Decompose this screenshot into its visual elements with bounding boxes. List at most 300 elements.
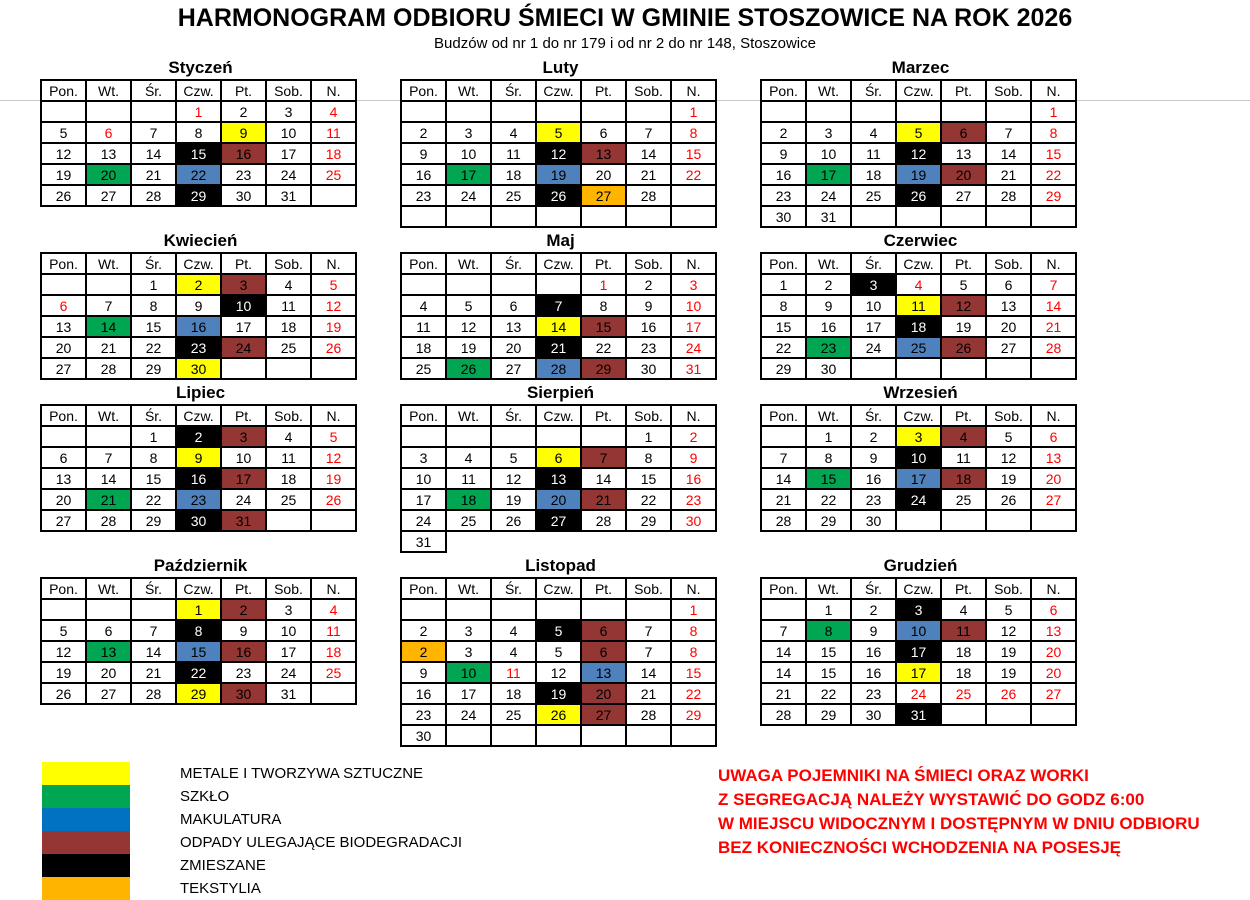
day-cell: 30 — [851, 510, 896, 531]
week-row — [41, 510, 356, 531]
day-cell: 28 — [626, 185, 671, 206]
day-cell: 7 — [86, 447, 131, 468]
day-cell: 26 — [986, 683, 1031, 704]
month-title: Październik — [153, 556, 248, 575]
day-cell — [941, 510, 986, 531]
day-cell — [311, 683, 356, 704]
day-cell: 28 — [581, 510, 626, 531]
weekday-header-cell: Sob. — [986, 405, 1031, 426]
day-cell: 16 — [221, 143, 266, 164]
legend-item-maroon — [42, 831, 462, 854]
day-cell: 22 — [581, 337, 626, 358]
day-cell: 25 — [491, 704, 536, 725]
day-cell: 10 — [266, 620, 311, 641]
weekday-header-cell: Pt. — [581, 578, 626, 599]
day-cell: 6 — [1031, 599, 1076, 620]
day-cell — [1031, 206, 1076, 227]
week-row — [401, 358, 716, 379]
day-cell — [401, 101, 446, 122]
weekday-header-cell: Pon. — [761, 253, 806, 274]
weekday-header-cell: Sob. — [986, 80, 1031, 101]
day-cell: 29 — [806, 704, 851, 725]
day-cell: 18 — [491, 683, 536, 704]
day-cell — [491, 274, 536, 295]
day-cell — [626, 206, 671, 227]
day-cell: 18 — [446, 489, 491, 510]
weekday-header-cell: Sob. — [266, 405, 311, 426]
day-cell: 4 — [311, 101, 356, 122]
day-cell: 18 — [311, 143, 356, 164]
week-row — [401, 447, 716, 468]
day-cell: 3 — [671, 274, 716, 295]
weekday-header-row — [761, 253, 1076, 274]
day-cell: 15 — [1031, 143, 1076, 164]
weekday-header-cell: Sob. — [266, 253, 311, 274]
day-cell: 17 — [896, 468, 941, 489]
week-row — [761, 662, 1076, 683]
day-cell: 9 — [176, 295, 221, 316]
day-cell: 4 — [446, 447, 491, 468]
day-cell: 9 — [221, 122, 266, 143]
week-row — [41, 337, 356, 358]
day-cell: 20 — [536, 489, 581, 510]
day-cell: 29 — [131, 358, 176, 379]
day-cell: 20 — [41, 489, 86, 510]
day-cell: 19 — [986, 641, 1031, 662]
day-cell — [761, 599, 806, 620]
day-cell: 6 — [1031, 426, 1076, 447]
month-title: Kwiecień — [163, 231, 238, 250]
day-cell: 31 — [401, 531, 446, 552]
day-cell — [491, 599, 536, 620]
day-cell: 15 — [176, 641, 221, 662]
day-cell — [401, 426, 446, 447]
day-cell: 8 — [131, 295, 176, 316]
day-cell: 11 — [446, 468, 491, 489]
day-cell — [761, 101, 806, 122]
weekday-header-cell: Pt. — [941, 253, 986, 274]
day-cell: 14 — [626, 662, 671, 683]
week-row — [401, 426, 716, 447]
day-cell: 20 — [1031, 468, 1076, 489]
day-cell: 19 — [446, 337, 491, 358]
day-cell: 9 — [401, 143, 446, 164]
day-cell: 22 — [671, 164, 716, 185]
day-cell: 29 — [1031, 185, 1076, 206]
month-block-1 — [40, 58, 361, 207]
week-row — [41, 274, 356, 295]
week-row — [401, 468, 716, 489]
day-cell: 28 — [761, 704, 806, 725]
day-cell — [536, 206, 581, 227]
day-cell: 5 — [536, 122, 581, 143]
week-row — [761, 426, 1076, 447]
week-row — [41, 295, 356, 316]
day-cell — [986, 101, 1031, 122]
day-cell: 5 — [446, 295, 491, 316]
week-row — [41, 185, 356, 206]
day-cell: 12 — [986, 620, 1031, 641]
weekday-header-row — [401, 578, 716, 599]
month-table — [40, 404, 357, 532]
day-cell: 12 — [536, 662, 581, 683]
day-cell: 28 — [536, 358, 581, 379]
day-cell: 13 — [581, 662, 626, 683]
day-cell: 1 — [581, 274, 626, 295]
day-cell: 27 — [536, 510, 581, 531]
day-cell: 14 — [86, 468, 131, 489]
day-cell: 1 — [671, 599, 716, 620]
day-cell: 9 — [221, 620, 266, 641]
day-cell — [446, 101, 491, 122]
month-block-11 — [400, 556, 721, 747]
week-row — [41, 316, 356, 337]
day-cell: 21 — [86, 337, 131, 358]
week-row — [401, 531, 716, 552]
day-cell: 16 — [401, 164, 446, 185]
day-cell: 7 — [131, 122, 176, 143]
day-cell: 17 — [221, 316, 266, 337]
weekday-header-cell: Wt. — [86, 578, 131, 599]
day-cell: 12 — [41, 143, 86, 164]
week-row — [401, 599, 716, 620]
day-cell: 7 — [626, 641, 671, 662]
day-cell — [851, 358, 896, 379]
day-cell: 11 — [401, 316, 446, 337]
week-row — [41, 599, 356, 620]
month-table — [40, 79, 357, 207]
week-row — [401, 704, 716, 725]
month-title: Listopad — [525, 556, 596, 575]
weekday-header-cell: N. — [311, 80, 356, 101]
day-cell: 16 — [626, 316, 671, 337]
day-cell: 14 — [761, 468, 806, 489]
week-row — [761, 468, 1076, 489]
day-cell: 1 — [761, 274, 806, 295]
day-cell: 5 — [536, 641, 581, 662]
legend-label: ODPADY ULEGAJĄCE BIODEGRADACJI — [180, 834, 463, 851]
day-cell: 16 — [176, 316, 221, 337]
legend-item-green — [42, 785, 462, 808]
day-cell: 8 — [581, 295, 626, 316]
day-cell: 26 — [536, 704, 581, 725]
weekday-header-cell: Sob. — [626, 578, 671, 599]
day-cell — [941, 101, 986, 122]
day-cell — [1031, 358, 1076, 379]
weekday-header-cell: Czw. — [176, 578, 221, 599]
day-cell: 29 — [176, 185, 221, 206]
day-cell: 17 — [851, 316, 896, 337]
day-cell: 18 — [941, 468, 986, 489]
weekday-header-cell: Sob. — [266, 578, 311, 599]
day-cell: 25 — [851, 185, 896, 206]
day-cell: 30 — [176, 358, 221, 379]
weekday-header-cell: Czw. — [896, 253, 941, 274]
day-cell — [536, 274, 581, 295]
day-cell: 29 — [176, 683, 221, 704]
day-cell: 19 — [986, 468, 1031, 489]
weekday-header-row — [41, 80, 356, 101]
weekday-header-cell: N. — [1031, 405, 1076, 426]
day-cell: 26 — [491, 510, 536, 531]
day-cell: 7 — [86, 295, 131, 316]
week-row — [761, 295, 1076, 316]
day-cell: 14 — [626, 143, 671, 164]
day-cell: 4 — [401, 295, 446, 316]
day-cell: 29 — [131, 510, 176, 531]
weekday-header-cell: Wt. — [446, 405, 491, 426]
week-row — [401, 662, 716, 683]
day-cell: 9 — [761, 143, 806, 164]
day-cell: 11 — [491, 662, 536, 683]
day-cell: 29 — [761, 358, 806, 379]
day-cell: 19 — [941, 316, 986, 337]
day-cell — [896, 101, 941, 122]
legend-label: METALE I TWORZYWA SZTUCZNE — [180, 765, 424, 782]
day-cell: 20 — [581, 683, 626, 704]
day-cell: 10 — [401, 468, 446, 489]
day-cell: 2 — [761, 122, 806, 143]
week-row — [41, 641, 356, 662]
day-cell — [806, 101, 851, 122]
weekday-header-cell: Śr. — [491, 405, 536, 426]
month-table — [760, 577, 1077, 726]
weekday-header-cell: N. — [671, 253, 716, 274]
weekday-header-row — [401, 80, 716, 101]
day-cell — [581, 426, 626, 447]
day-cell: 22 — [671, 683, 716, 704]
week-row — [401, 185, 716, 206]
day-cell: 23 — [221, 164, 266, 185]
day-cell: 4 — [266, 274, 311, 295]
day-cell: 9 — [626, 295, 671, 316]
day-cell: 6 — [491, 295, 536, 316]
day-cell: 16 — [851, 468, 896, 489]
month-block-12 — [760, 556, 1081, 726]
day-cell — [986, 206, 1031, 227]
day-cell: 14 — [131, 143, 176, 164]
day-cell: 14 — [131, 641, 176, 662]
day-cell: 6 — [86, 620, 131, 641]
week-row — [41, 468, 356, 489]
day-cell: 25 — [311, 164, 356, 185]
day-cell: 30 — [761, 206, 806, 227]
weekday-header-cell: Pt. — [941, 578, 986, 599]
day-cell: 17 — [671, 316, 716, 337]
day-cell: 7 — [131, 620, 176, 641]
week-row — [401, 143, 716, 164]
day-cell: 8 — [131, 447, 176, 468]
day-cell: 13 — [41, 468, 86, 489]
day-cell: 25 — [941, 489, 986, 510]
day-cell: 21 — [131, 662, 176, 683]
day-cell: 7 — [626, 620, 671, 641]
day-cell: 14 — [581, 468, 626, 489]
week-row — [761, 641, 1076, 662]
day-cell: 8 — [671, 122, 716, 143]
day-cell — [446, 206, 491, 227]
weekday-header-cell: Wt. — [446, 253, 491, 274]
weekday-header-cell: N. — [1031, 80, 1076, 101]
warning-line: UWAGA POJEMNIKI NA ŚMIECI ORAZ WORKI — [718, 766, 1089, 785]
day-cell: 23 — [221, 662, 266, 683]
day-cell: 3 — [851, 274, 896, 295]
weekday-header-cell: Śr. — [851, 80, 896, 101]
day-cell: 25 — [311, 662, 356, 683]
day-cell: 5 — [41, 620, 86, 641]
day-cell — [626, 599, 671, 620]
day-cell: 21 — [761, 683, 806, 704]
day-cell: 28 — [86, 510, 131, 531]
day-cell: 23 — [851, 683, 896, 704]
month-title: Marzec — [891, 58, 950, 77]
month-title: Styczeń — [168, 58, 233, 77]
day-cell: 13 — [581, 143, 626, 164]
day-cell: 9 — [806, 295, 851, 316]
day-cell: 21 — [536, 337, 581, 358]
day-cell — [896, 510, 941, 531]
day-cell: 2 — [851, 426, 896, 447]
day-cell: 24 — [806, 185, 851, 206]
day-cell: 16 — [176, 468, 221, 489]
day-cell: 3 — [221, 274, 266, 295]
week-row — [761, 122, 1076, 143]
month-block-7 — [40, 383, 361, 532]
day-cell — [581, 599, 626, 620]
day-cell: 26 — [446, 358, 491, 379]
weekday-header-cell: Czw. — [536, 578, 581, 599]
day-cell — [446, 599, 491, 620]
day-cell: 3 — [806, 122, 851, 143]
day-cell: 3 — [446, 122, 491, 143]
day-cell: 2 — [626, 274, 671, 295]
week-row — [761, 620, 1076, 641]
day-cell: 31 — [806, 206, 851, 227]
day-cell: 18 — [401, 337, 446, 358]
weekday-header-cell: Śr. — [131, 80, 176, 101]
day-cell: 8 — [626, 447, 671, 468]
day-cell: 7 — [986, 122, 1031, 143]
day-cell — [41, 101, 86, 122]
weekday-header-cell: Wt. — [86, 405, 131, 426]
day-cell: 1 — [1031, 101, 1076, 122]
weekday-header-row — [761, 80, 1076, 101]
months-grid — [40, 58, 1081, 747]
day-cell: 30 — [851, 704, 896, 725]
day-cell: 28 — [986, 185, 1031, 206]
day-cell: 3 — [401, 447, 446, 468]
day-cell: 21 — [1031, 316, 1076, 337]
month-block-4 — [40, 231, 361, 380]
day-cell: 2 — [401, 620, 446, 641]
day-cell: 23 — [176, 489, 221, 510]
day-cell: 24 — [896, 683, 941, 704]
day-cell: 23 — [626, 337, 671, 358]
day-cell: 16 — [851, 641, 896, 662]
day-cell: 8 — [761, 295, 806, 316]
day-cell: 2 — [176, 274, 221, 295]
day-cell — [986, 704, 1031, 725]
day-cell: 27 — [1031, 683, 1076, 704]
week-row — [41, 122, 356, 143]
day-cell: 15 — [806, 662, 851, 683]
weekday-header-cell: Sob. — [626, 253, 671, 274]
day-cell: 28 — [86, 358, 131, 379]
day-cell — [491, 725, 536, 746]
week-row — [761, 164, 1076, 185]
day-cell: 18 — [266, 316, 311, 337]
weekday-header-cell: Śr. — [851, 405, 896, 426]
week-row — [401, 337, 716, 358]
week-row — [761, 599, 1076, 620]
day-cell — [131, 599, 176, 620]
day-cell: 1 — [806, 426, 851, 447]
week-row — [761, 489, 1076, 510]
day-cell: 18 — [311, 641, 356, 662]
weekday-header-cell: Czw. — [176, 405, 221, 426]
day-cell: 2 — [176, 426, 221, 447]
day-cell: 18 — [266, 468, 311, 489]
day-cell: 7 — [1031, 274, 1076, 295]
day-cell: 22 — [806, 489, 851, 510]
day-cell: 19 — [536, 164, 581, 185]
day-cell: 23 — [671, 489, 716, 510]
day-cell: 2 — [221, 101, 266, 122]
week-row — [41, 489, 356, 510]
warning-line: Z SEGREGACJĄ NALEŻY WYSTAWIĆ DO GODZ 6:00 — [718, 790, 1145, 809]
day-cell — [221, 358, 266, 379]
weekday-header-cell: Sob. — [986, 253, 1031, 274]
day-cell: 20 — [986, 316, 1031, 337]
day-cell: 3 — [896, 426, 941, 447]
weekday-header-cell: Pt. — [221, 578, 266, 599]
day-cell — [626, 725, 671, 746]
weekday-header-cell: Wt. — [806, 578, 851, 599]
month-block-6 — [760, 231, 1081, 380]
day-cell: 17 — [896, 662, 941, 683]
weekday-header-cell: Śr. — [131, 578, 176, 599]
day-cell: 16 — [761, 164, 806, 185]
week-row — [41, 101, 356, 122]
day-cell: 15 — [671, 662, 716, 683]
day-cell — [491, 426, 536, 447]
day-cell — [581, 101, 626, 122]
day-cell: 14 — [761, 662, 806, 683]
day-cell: 31 — [896, 704, 941, 725]
day-cell: 30 — [176, 510, 221, 531]
weekday-header-cell: Czw. — [896, 405, 941, 426]
warning-line: BEZ KONIECZNOŚCI WCHODZENIA NA POSESJĘ — [718, 838, 1121, 857]
day-cell: 12 — [311, 295, 356, 316]
day-cell: 4 — [491, 620, 536, 641]
day-cell: 16 — [401, 683, 446, 704]
weekday-header-cell: Wt. — [446, 80, 491, 101]
day-cell — [581, 725, 626, 746]
day-cell: 3 — [266, 101, 311, 122]
day-cell: 10 — [806, 143, 851, 164]
day-cell: 16 — [221, 641, 266, 662]
day-cell: 20 — [581, 164, 626, 185]
month-title: Maj — [546, 231, 575, 250]
weekday-header-cell: N. — [311, 578, 356, 599]
day-cell: 19 — [41, 164, 86, 185]
day-cell: 3 — [446, 641, 491, 662]
week-row — [401, 164, 716, 185]
day-cell: 24 — [671, 337, 716, 358]
month-title: Grudzień — [883, 556, 958, 575]
weekday-header-cell: N. — [671, 405, 716, 426]
legend-swatch-maroon — [42, 831, 130, 854]
